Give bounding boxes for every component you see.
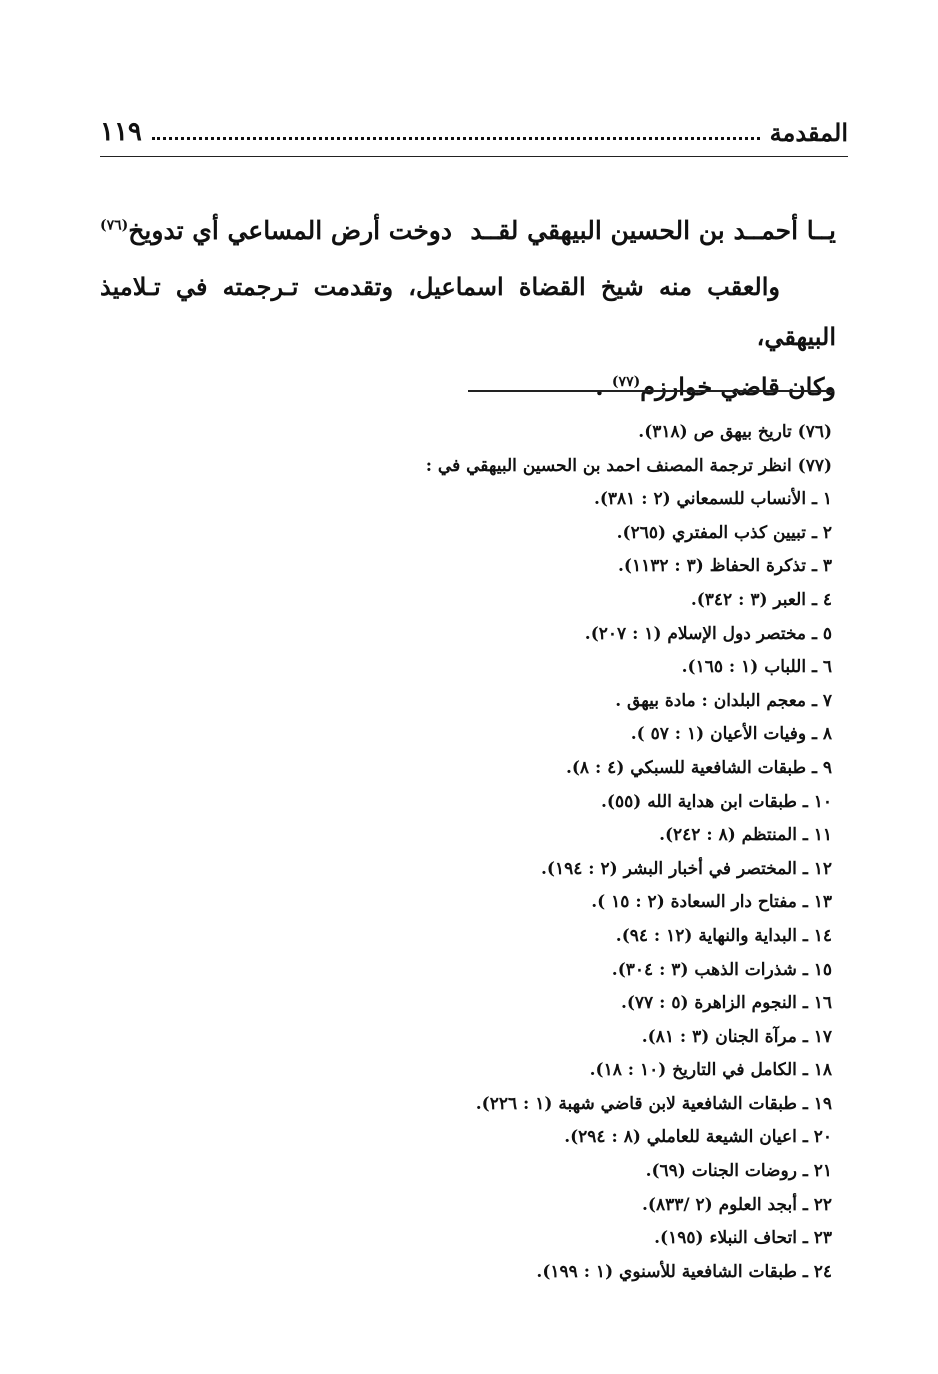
running-header bbox=[100, 112, 848, 152]
footnote-76: (٧٦) تاريخ بيهق ص (٣١٨). bbox=[638, 422, 832, 442]
page-number: ١١٩ bbox=[100, 117, 142, 147]
body-line-2-text: وكان قاضي خوارزم bbox=[640, 372, 836, 401]
footnote-list-item: ٨ ـ وفيات الأعيان (١ : ٥٧ ). bbox=[630, 724, 832, 745]
footnote-list-item: ٩ ـ طبقات الشافعية للسبكي (٤ : ٨). bbox=[565, 757, 832, 778]
footnote-list-item: ٢٢ ـ أبجد العلوم (٢ /٨٣٣). bbox=[641, 1194, 832, 1215]
header-rule bbox=[100, 156, 848, 157]
footnote-list-item: ٢٠ ـ اعيان الشيعة للعاملي (٨ : ٢٩٤). bbox=[564, 1127, 832, 1148]
footnote-ref-77: (٧٧) bbox=[611, 374, 641, 390]
body-line-1 bbox=[100, 262, 836, 362]
footnote-list-item: ٦ ـ اللباب (١ : ١٦٥). bbox=[681, 657, 832, 678]
footnote-list-item: ١٠ ـ طبقات ابن هداية الله (٥٥). bbox=[601, 791, 832, 812]
footnote-list-item: ١٦ ـ النجوم الزاهرة (٥ : ٧٧). bbox=[620, 993, 832, 1014]
poem-verse bbox=[100, 205, 836, 255]
footnote-list-item: ٧ ـ معجم البلدان : مادة بيهق . bbox=[615, 690, 832, 711]
verse-second-text: دوخت أرض المساعي أي تدويخ bbox=[128, 215, 453, 245]
footnote-separator bbox=[468, 390, 834, 392]
footnote-list-item: ٢ ـ تبيين كذب المفتري (٢٦٥). bbox=[616, 522, 832, 543]
footnote-list-item: ١٩ ـ طبقات الشافعية لابن قاضي شهبة (١ : ٢٢٦). bbox=[475, 1093, 832, 1114]
footnote-list-item: ٢٤ ـ طبقات الشافعية للأسنوي (١ : ١٩٩). bbox=[536, 1261, 832, 1282]
footnote-list-item: ٢٣ ـ اتحاف النبلاء (١٩٥). bbox=[654, 1228, 832, 1249]
verse-first-hemistich: يــا أحمــد بن الحسين البيهقي لقــد bbox=[470, 215, 836, 245]
footnote-list-item: ١٢ ـ المختصر في أخبار البشر (٢ : ١٩٤). bbox=[540, 858, 832, 879]
footnote-list-item: ١٧ ـ مرآة الجنان (٣ : ٨١). bbox=[641, 1026, 832, 1047]
footnote-list-item: ١١ ـ المنتظم (٨ : ٢٤٢). bbox=[659, 825, 832, 846]
body-line-2-end: . bbox=[595, 372, 604, 401]
header-dot-leader bbox=[152, 137, 760, 140]
body-line-2 bbox=[100, 362, 836, 412]
body-line-1-text: والعقب منه شيخ القضاة اسماعيل، وتقدمت تـرجمته في تـلاميذ البيهقي، bbox=[100, 272, 836, 351]
footnote-list-item: ٥ ـ مختصر دول الإسلام (١ : ٢٠٧). bbox=[584, 623, 832, 644]
footnote-ref-76: (٧٦) bbox=[100, 217, 129, 234]
footnote-list-item: ١٣ ـ مفتاح دار السعادة (٢ : ١٥ ). bbox=[591, 892, 832, 913]
footnote-list-item: ٣ ـ تذكرة الحفاظ (٣ : ١١٣٢). bbox=[617, 556, 832, 577]
footnote-list-item: ١٤ ـ البداية والنهاية (١٢ : ٩٤). bbox=[615, 925, 832, 946]
footnote-77: (٧٧) انظر ترجمة المصنف احمد بن الحسين البيهقي في : bbox=[425, 455, 832, 476]
footnote-list-item: ١ ـ الأنساب للسمعاني (٢ : ٣٨١). bbox=[593, 489, 832, 510]
footnotes bbox=[100, 416, 832, 1289]
chapter-title: المقدمة bbox=[769, 117, 848, 147]
footnote-list-item: ٢١ ـ روضات الجنات (٦٩). bbox=[645, 1161, 832, 1182]
footnote-list-item: ٤ ـ العبر (٣ : ٣٤٢). bbox=[690, 589, 832, 610]
footnote-list-item: ١٥ ـ شذرات الذهب (٣ : ٣٠٤). bbox=[611, 959, 832, 980]
verse-second-hemistich bbox=[100, 216, 452, 245]
footnote-list-item: ١٨ ـ الكامل في التاريخ (١٠ : ١٨). bbox=[589, 1060, 832, 1081]
